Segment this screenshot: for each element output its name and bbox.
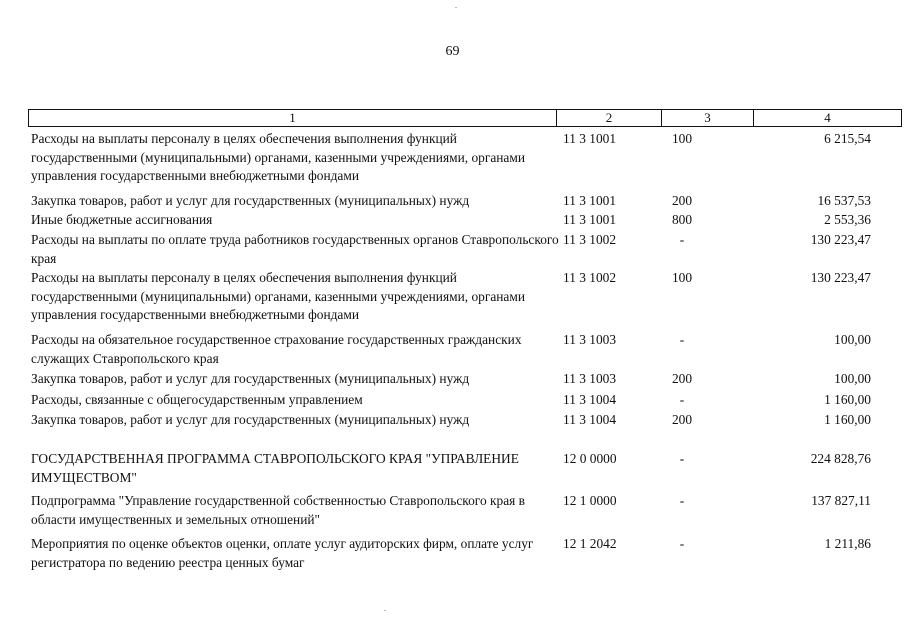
row-expense-type: -: [679, 451, 685, 466]
row-amount: 100,00: [834, 332, 871, 347]
row-description: Закупка товаров, работ и услуг для государственных (муниципальных) нужд: [31, 412, 470, 427]
row-expense-type: -: [679, 392, 685, 407]
column-header-row: [29, 110, 902, 127]
scan-speck: [384, 610, 386, 611]
row-amount: 2 553,36: [824, 212, 871, 227]
row-expense-type: 800: [671, 212, 693, 227]
row-description: Расходы на обязательное государственное страхование государственных гражданских служащих Ставропольского края: [31, 332, 522, 366]
row-code: 11 3 1003: [563, 371, 617, 386]
row-code: 12 1 0000: [563, 493, 617, 508]
row-description: Иные бюджетные ассигнования: [31, 212, 213, 227]
row-amount: 6 215,54: [824, 131, 871, 146]
row-code: 11 3 1004: [563, 412, 617, 427]
row-expense-type: -: [679, 332, 685, 347]
row-description: Подпрограмма "Управление государственной собственностью Ставропольского края в области имущественных и земельных отношений": [31, 493, 525, 527]
row-description: Расходы, связанные с общегосударственным управлением: [31, 392, 363, 407]
row-amount: 16 537,53: [817, 193, 871, 208]
row-code: 12 0 0000: [563, 451, 617, 466]
row-description: Мероприятия по оценке объектов оценки, оплате услуг аудиторских фирм, оплате услуг регистратора по ведению реестра ценных бумаг: [31, 536, 534, 570]
row-code: 11 3 1003: [563, 332, 617, 347]
column-header-table: [28, 109, 902, 127]
row-description: Расходы на выплаты персоналу в целях обеспечения выполнения функций государственными (муниципальными) органами, казенными учреждениями, органами управления государственными внебюджетными фондами: [31, 270, 526, 322]
row-amount: 130 223,47: [810, 270, 871, 285]
row-amount: 1 211,86: [824, 536, 871, 551]
row-expense-type: 200: [671, 371, 693, 386]
row-code: 11 3 1004: [563, 392, 617, 407]
row-expense-type: 200: [671, 412, 693, 427]
row-amount: 1 160,00: [824, 412, 871, 427]
row-amount: 1 160,00: [824, 392, 871, 407]
row-expense-type: -: [679, 493, 685, 508]
row-amount: 224 828,76: [810, 451, 871, 466]
column-header-4: 4: [754, 110, 902, 127]
row-description: Закупка товаров, работ и услуг для государственных (муниципальных) нужд: [31, 371, 470, 386]
row-code: 11 3 1001: [563, 131, 617, 146]
column-header-1: 1: [29, 110, 557, 127]
row-expense-type: 100: [671, 131, 693, 146]
column-header-3: 3: [662, 110, 754, 127]
row-amount: 137 827,11: [811, 493, 871, 508]
row-expense-type: -: [679, 536, 685, 551]
row-code: 11 3 1002: [563, 270, 617, 285]
page-number: 69: [445, 44, 460, 59]
row-description: Расходы на выплаты персоналу в целях обеспечения выполнения функций государственными (муниципальными) органами, казенными учреждениями, органами управления государственными внебюджетными фондами: [31, 131, 526, 183]
row-code: 11 3 1001: [563, 212, 617, 227]
row-code: 12 1 2042: [563, 536, 617, 551]
row-code: 11 3 1001: [563, 193, 617, 208]
row-description: Закупка товаров, работ и услуг для государственных (муниципальных) нужд: [31, 193, 470, 208]
row-expense-type: 200: [671, 193, 693, 208]
row-description: ГОСУДАРСТВЕННАЯ ПРОГРАММА СТАВРОПОЛЬСКОГО КРАЯ "УПРАВЛЕНИЕ ИМУЩЕСТВОМ": [31, 451, 519, 485]
column-header-2: 2: [557, 110, 662, 127]
row-code: 11 3 1002: [563, 232, 617, 247]
row-amount: 100,00: [834, 371, 871, 386]
row-amount: 130 223,47: [810, 232, 871, 247]
scan-speck: [455, 7, 457, 8]
row-description: Расходы на выплаты по оплате труда работников государственных органов Ставропольского края: [31, 232, 559, 266]
row-expense-type: 100: [671, 270, 693, 285]
row-expense-type: -: [679, 232, 685, 247]
